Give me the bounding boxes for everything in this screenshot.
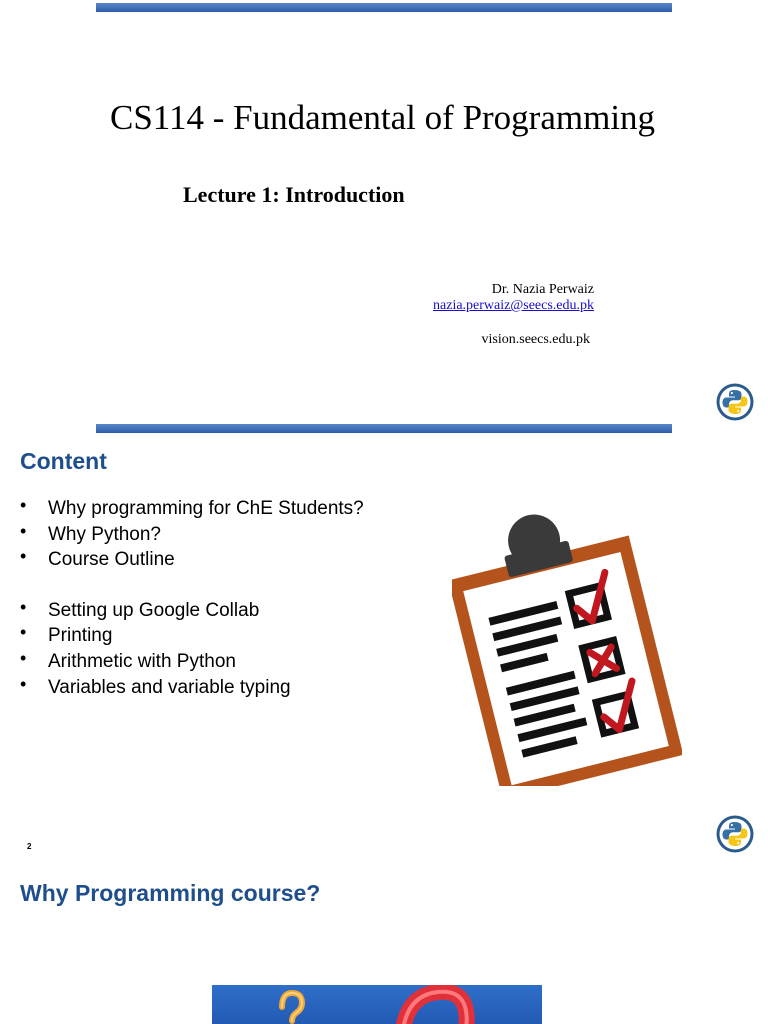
- page-number: 2: [27, 842, 32, 851]
- top-accent-bar: [96, 3, 672, 12]
- list-item: • Variables and variable typing: [20, 675, 364, 701]
- author-email-link[interactable]: nazia.perwaiz@seecs.edu.pk: [433, 298, 594, 313]
- list-item: • Why Python?: [20, 522, 364, 548]
- title-slide: [0, 0, 768, 434]
- bottom-accent-bar: [96, 424, 672, 433]
- list-item: • Course Outline: [20, 547, 364, 573]
- slide-subtitle: Lecture 1: Introduction: [183, 182, 405, 207]
- python-logo-icon: [716, 815, 754, 853]
- content-heading: Content: [20, 448, 107, 474]
- list-item: • Setting up Google Collab: [20, 598, 364, 624]
- content-bullet-list: [20, 496, 364, 700]
- question-marks-image: [212, 985, 542, 1024]
- clipboard-checklist-icon: [452, 506, 682, 786]
- python-logo-icon: [716, 383, 754, 421]
- list-item: • Why programming for ChE Students?: [20, 496, 364, 522]
- author-name: Dr. Nazia Perwaiz: [491, 282, 594, 297]
- list-item: • Printing: [20, 623, 364, 649]
- list-item: • Arithmetic with Python: [20, 649, 364, 675]
- question-mark-icon: [212, 985, 542, 1024]
- website-text: vision.seecs.edu.pk: [481, 332, 590, 347]
- content-slide: [0, 434, 768, 864]
- why-programming-heading: Why Programming course?: [20, 880, 321, 906]
- slide-title: CS114 - Fundamental of Programming: [110, 98, 656, 137]
- why-programming-slide: [0, 864, 768, 1024]
